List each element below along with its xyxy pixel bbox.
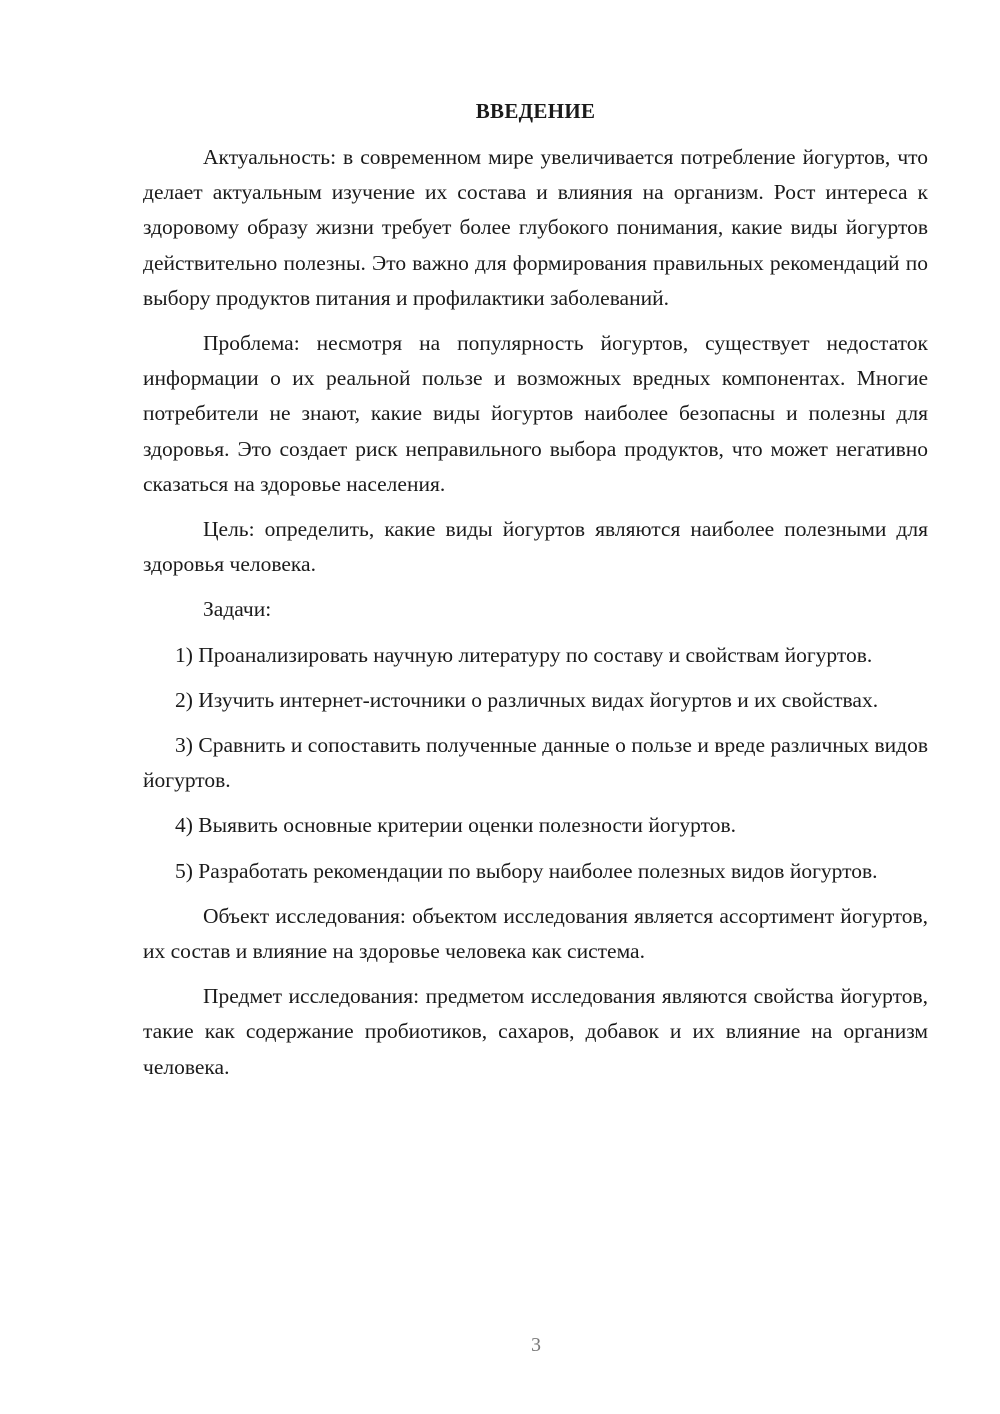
task-item: 5) Разработать рекомендации по выбору наиболее полезных видов йогуртов. (175, 858, 878, 883)
task-item: 4) Выявить основные критерии оценки полезности йогуртов. (175, 813, 736, 838)
subject-paragraph: Предмет исследования: предметом исследования являются свойства йогуртов, такие как содержание пробиотиков, сахаров, добавок и их влияние на организм человека. (143, 984, 928, 1079)
relevance-paragraph: Актуальность: в современном мире увеличивается потребление йогуртов, что делает актуальным изучение их состава и влияния на организм. Рост интереса к здоровому образу жизни требует более глубокого понимания, какие виды йогуртов действительно полезны. Это важно для формирования правильных рекомендаций по выбору продуктов питания и профилактики заболеваний. (143, 145, 928, 310)
task-item: 3) Сравнить и сопоставить полученные данные о пользе и вреде различных видов йогуртов. (143, 733, 928, 793)
page-number: 3 (531, 1334, 541, 1356)
tasks-label: Задачи: (203, 597, 272, 622)
task-item: 2) Изучить интернет-источники о различных видах йогуртов и их свойствах. (175, 687, 879, 712)
section-heading: ВВЕДЕНИЕ (475, 99, 596, 123)
document-page (143, 96, 928, 1095)
task-item: 1) Проанализировать научную литературу по составу и свойствам йогуртов. (175, 642, 873, 667)
problem-paragraph: Проблема: несмотря на популярность йогуртов, существует недостаток информации о их реальной пользе и возможных вредных компонентах. Многие потребители не знают, какие виды йогуртов наиболее безопасны и полезны для здоровья. Это создает риск неправильного выбора продуктов, что может негативно сказаться на здоровье населения. (143, 331, 928, 496)
goal-paragraph: Цель: определить, какие виды йогуртов являются наиболее полезными для здоровья человека. (143, 517, 928, 577)
object-paragraph: Объект исследования: объектом исследования является ассортимент йогуртов, их состав и влияние на здоровье человека как система. (143, 903, 928, 964)
